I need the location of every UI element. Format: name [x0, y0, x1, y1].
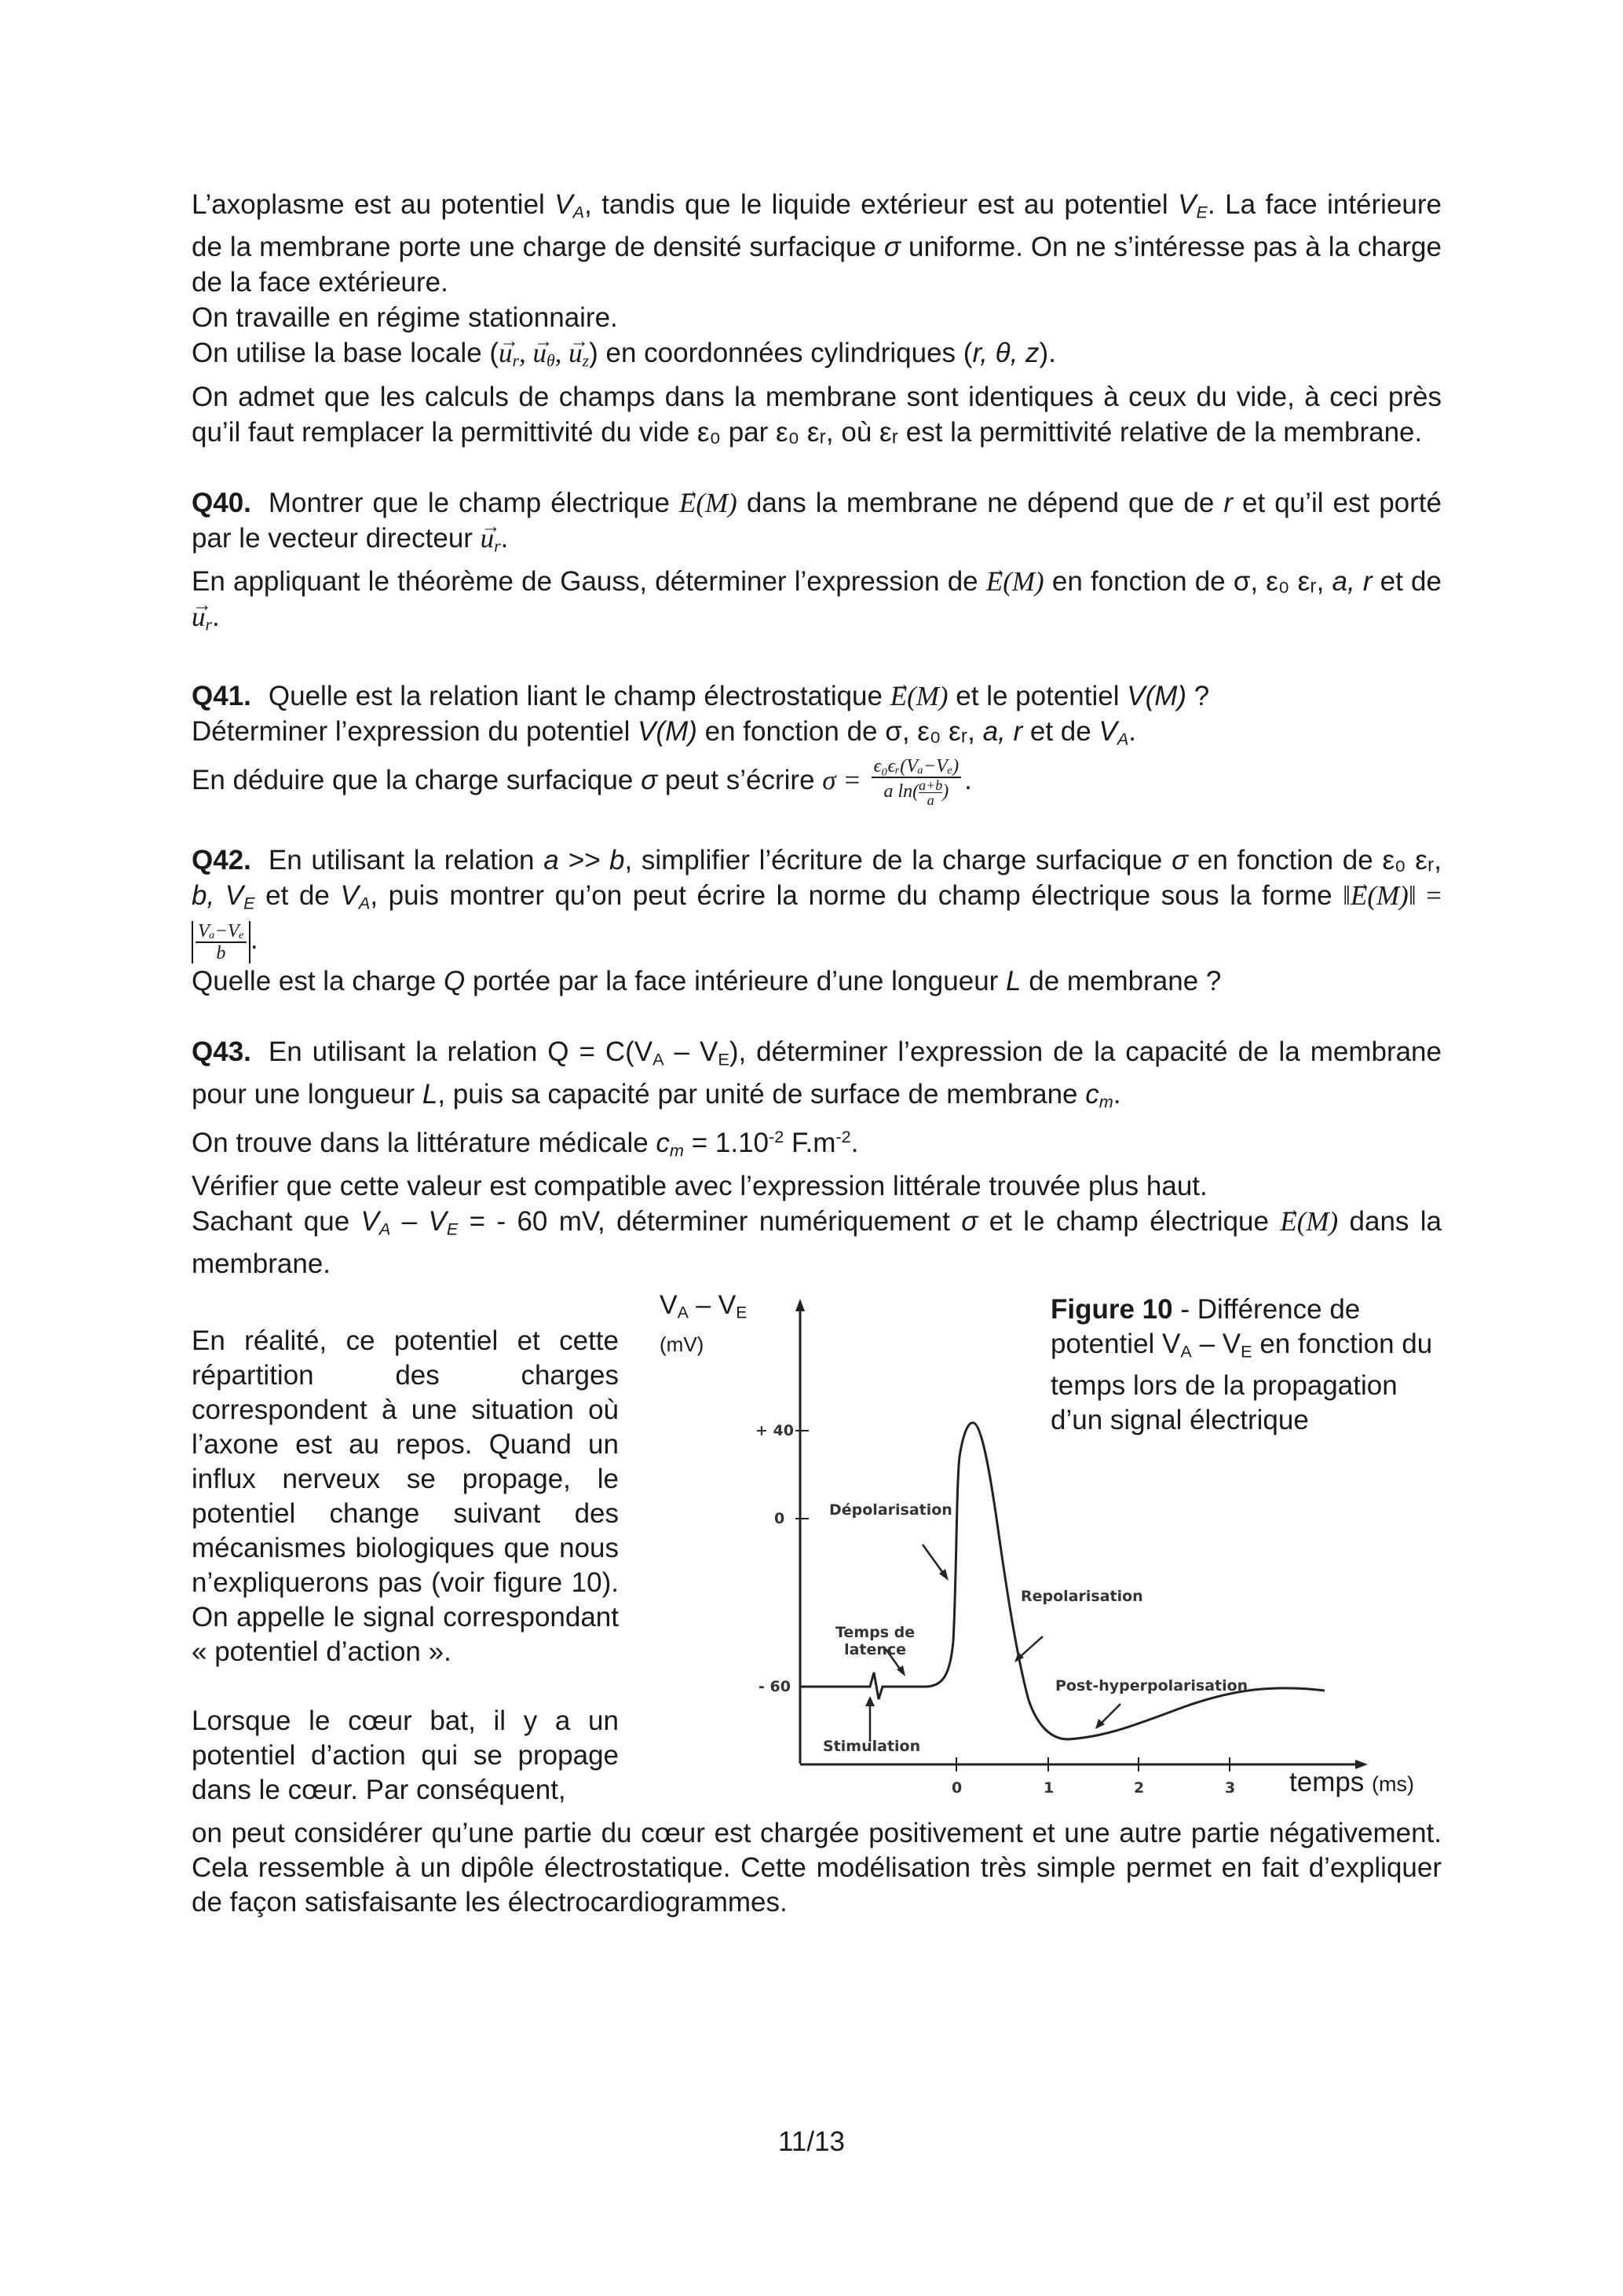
var-vm: V(M)	[1127, 680, 1187, 711]
question-q41-line3	[192, 756, 1442, 807]
formula-lhs: σ =	[822, 764, 868, 795]
subscript: A	[1117, 729, 1129, 749]
page-number: 11/13	[778, 2126, 845, 2157]
symbol-v: V	[1098, 715, 1117, 747]
annotation-repolarisation: Repolarisation	[1021, 1588, 1143, 1605]
text: = 1.10	[684, 1128, 769, 1159]
symbol-sigma: σ	[641, 764, 658, 795]
text: et le champ électrique	[978, 1205, 1281, 1237]
question-q41-line2	[192, 714, 1442, 756]
var-cm: c	[656, 1128, 670, 1159]
question-q43	[192, 1034, 1442, 1120]
figure-caption: Figure 10 - Différence de potentiel $V_A - V_E$ en fonction du temps lors de la propagation d’un signal électrique	[1051, 1294, 1433, 1436]
text: L’axoplasme est au potentiel	[192, 189, 555, 220]
vector-uz: → u	[568, 335, 583, 371]
annotation-depolarisation: Dépolarisation	[829, 1501, 952, 1519]
document-body	[192, 187, 1442, 1281]
question-q40	[192, 485, 1442, 564]
question-q42-line2	[192, 963, 1442, 999]
text: = - 60 mV, déterminer numériquement	[458, 1205, 962, 1237]
text: .	[964, 764, 972, 795]
text: En utilisant la relation Q = C(V	[268, 1036, 653, 1067]
question-q41	[192, 678, 1442, 714]
text: .	[1128, 715, 1137, 747]
text: . La face intérieure de la membrane porte une charge de densité surfacique	[192, 189, 1442, 263]
symbol-v: V	[428, 1205, 447, 1237]
intro-paragraph	[192, 187, 1442, 300]
question-q43-line3: Vérifier que cette valeur est compatible avec l’expression littérale trouvée plus haut.	[192, 1170, 1208, 1201]
symbol-ve: V	[1178, 189, 1197, 220]
text: On utilise la base locale (	[192, 338, 499, 369]
subscript: r	[512, 351, 519, 371]
subscript: θ	[546, 351, 555, 371]
symbol-v: V	[360, 1205, 379, 1237]
subscript: E	[718, 1048, 729, 1069]
text: Montrer que le champ électrique	[268, 487, 679, 518]
symbol-v: V	[340, 880, 359, 912]
text: en fonction de σ, ε₀ εᵣ,	[696, 715, 983, 747]
question-label: Q41.	[192, 680, 251, 711]
text: et de	[1022, 715, 1099, 747]
vector-e-m: → E(M)	[890, 678, 949, 714]
text: ).	[1039, 338, 1056, 369]
basis-line: On utilise la base locale (→ $u_r$, → $u_\theta$, → $u_z$) en coordonnées cylindriques (r, θ, z).	[192, 335, 1442, 378]
subscript: E	[243, 893, 255, 913]
text: et qu’il est porté par le vecteur directeur	[192, 487, 1442, 554]
text: F.m	[784, 1128, 836, 1159]
text: dans la membrane.	[192, 1205, 1442, 1280]
action-potential-paragraph: En réalité, ce potentiel et cette répartition des charges correspondent à une situation où l’axone est au repos. Quand un influx nerveux se propage, le potentiel change suivant des mécanismes biologiques que nous n’expliquerons pas (voir figure 10). On appelle le signal correspondant « potentiel d’action ».	[192, 1325, 619, 1667]
symbol-sigma: σ	[883, 232, 901, 263]
var-l: L	[422, 1078, 438, 1110]
vars: b, V	[192, 880, 244, 912]
text: de membrane ?	[1021, 965, 1222, 996]
question-q42	[192, 843, 1442, 963]
vector-utheta: → u	[533, 335, 547, 371]
text: .	[500, 522, 509, 554]
annotation-post-hyperpolarisation: Post-hyperpolarisation	[1055, 1677, 1248, 1695]
var-l: L	[1006, 965, 1022, 996]
symbol-sigma: σ	[1172, 845, 1189, 876]
y-tick-label: + 40	[755, 1422, 794, 1439]
ecg-text: on peut considérer qu’une partie du cœur est chargée positivement et une autre partie négativement. Cela ressemble à un dipôle électrostatique. Cette modélisation très simple permet en fait d’expliquer de façon satisfaisante les électrocardiogrammes.	[192, 1818, 1442, 1918]
vector-ur: → u	[481, 521, 495, 556]
text: En appliquant le théorème de Gauss, déterminer l’expression de	[192, 566, 986, 598]
text: en fonction de σ, ε₀ εᵣ,	[1044, 566, 1332, 598]
text: Sachant que	[192, 1205, 361, 1237]
vector-e-m: → E(M)	[986, 564, 1044, 599]
permittivity-paragraph: On admet que les calculs de champs dans la membrane sont identiques à ceux du vide, à ceci près qu’il faut remplacer la permittivité du vide ε₀ par ε₀ εᵣ, où εᵣ est la permittivité relative de la membrane.	[192, 381, 1442, 448]
subscript: A	[358, 893, 371, 913]
text: , puis sa capacité par unité de surface de membrane	[437, 1078, 1086, 1110]
subscript: E	[1196, 202, 1208, 222]
y-tick-label: 0	[774, 1510, 785, 1527]
subscript: m	[669, 1140, 684, 1161]
text: ?	[1186, 680, 1210, 711]
x-tick-label: 3	[1225, 1779, 1236, 1797]
subscript: m	[1098, 1091, 1113, 1112]
subscript: A	[378, 1219, 391, 1239]
text: , simplifier l’écriture de la charge surfacique	[624, 845, 1172, 876]
question-q43-line2	[192, 1119, 1442, 1168]
formula-denominator: a ln( $\frac{a+b}{a}$ )	[883, 777, 949, 809]
heart-paragraph: Lorsque le cœur bat, il y a un potentiel d’action qui se propage dans le cœur. Par conséquent,	[192, 1706, 619, 1805]
var-cm: c	[1085, 1078, 1099, 1110]
text: Quelle est la relation liant le champ électrostatique	[268, 680, 890, 711]
norm-formula: ‖→ E(M)‖ = $\frac{\text{Vₐ−Vₑ}}{b}$	[192, 880, 1442, 954]
relation: a >> b	[543, 845, 625, 876]
electrocardiogram-paragraph	[192, 1816, 1442, 1920]
subscript: z	[582, 351, 590, 371]
vector-ur: → u	[499, 335, 513, 371]
text: ) en coordonnées cylindriques (	[589, 338, 973, 369]
subscript: r	[494, 536, 501, 556]
text: – V	[663, 1036, 718, 1067]
x-tick-label: 0	[952, 1779, 963, 1797]
text: .	[211, 601, 220, 633]
text: On trouve dans la littérature médicale	[192, 1128, 656, 1159]
text: peut s’écrire	[657, 764, 823, 795]
text: portée par la face intérieure d’une longueur	[465, 965, 1007, 996]
vector-e-m: → E(M)	[1280, 1204, 1338, 1239]
vars: a, r	[1332, 566, 1373, 598]
text: Déterminer l’expression du potentiel	[192, 715, 638, 747]
question-q43-line4: Sachant que $V_A - V_E$ = - 60 mV, déterminer numériquement σ et le champ électrique → E(M) dans la membrane.	[192, 1204, 1442, 1281]
y-axis-label: $V_A - V_E$ (mV)	[660, 1289, 747, 1360]
text: En déduire que la charge surfacique	[192, 764, 642, 795]
annotation-stimulation: Stimulation	[823, 1738, 921, 1755]
superscript: -2	[769, 1127, 784, 1147]
regime-line: On travaille en régime stationnaire.	[192, 302, 618, 334]
y-tick-label: - 60	[758, 1678, 791, 1695]
y-axis-arrow-icon	[795, 1299, 805, 1311]
var-vm: V(M)	[638, 715, 697, 747]
question-q40-line2	[192, 564, 1442, 642]
text: ), déterminer l’expression de la capacité de la membrane pour une longueur	[192, 1036, 1442, 1110]
symbol-va: V	[554, 189, 573, 220]
text: et de	[1372, 566, 1442, 598]
question-label: Q43.	[192, 1036, 251, 1067]
text: dans la membrane ne dépend que de	[737, 487, 1224, 518]
x-tick-label: 2	[1134, 1779, 1145, 1797]
coords: r, θ, z	[972, 338, 1040, 369]
side-text	[192, 1324, 619, 1808]
text: Quelle est la charge	[192, 965, 444, 996]
vector-ur: → u	[192, 599, 206, 634]
text: uniforme. On ne s’intéresse pas à la charge de la face extérieure.	[192, 232, 1442, 298]
question-label: Q42.	[192, 845, 251, 876]
x-axis-unit: (ms)	[1372, 1772, 1415, 1796]
text: et le potentiel	[948, 680, 1128, 711]
var-q: Q	[444, 965, 466, 996]
text: .	[1113, 1078, 1121, 1110]
text: et de	[254, 880, 341, 912]
annotation-latence: Temps de latence	[835, 1624, 916, 1658]
var-r: r	[1223, 487, 1234, 518]
figure-10-chart	[652, 1288, 1445, 1837]
subscript: A	[652, 1048, 664, 1069]
text: , puis montrer qu’on peut écrire la norme du champ électrique sous la forme	[370, 880, 1343, 912]
x-axis-label: temps (ms)	[1289, 1767, 1415, 1797]
vars: a, r	[982, 715, 1023, 747]
sigma-formula	[872, 756, 961, 807]
vector-e-m: → E(M)	[679, 485, 737, 521]
text: .	[250, 923, 258, 955]
text: .	[850, 1128, 859, 1159]
y-axis-unit: (mV)	[660, 1333, 704, 1357]
formula-numerator: ϵ₀ϵᵣ(Vₐ−Vₑ)	[872, 756, 961, 778]
x-tick-label: 1	[1044, 1779, 1055, 1797]
text: en fonction de ε₀ εᵣ,	[1188, 845, 1442, 876]
symbol-sigma: σ	[961, 1205, 978, 1237]
text: , tandis que le liquide extérieur est au potentiel	[584, 189, 1179, 220]
text: En utilisant la relation	[268, 845, 544, 876]
subscript: A	[572, 202, 585, 222]
subscript: r	[205, 615, 212, 634]
superscript: -2	[835, 1127, 851, 1147]
question-label: Q40.	[192, 487, 251, 518]
subscript: E	[446, 1219, 459, 1239]
